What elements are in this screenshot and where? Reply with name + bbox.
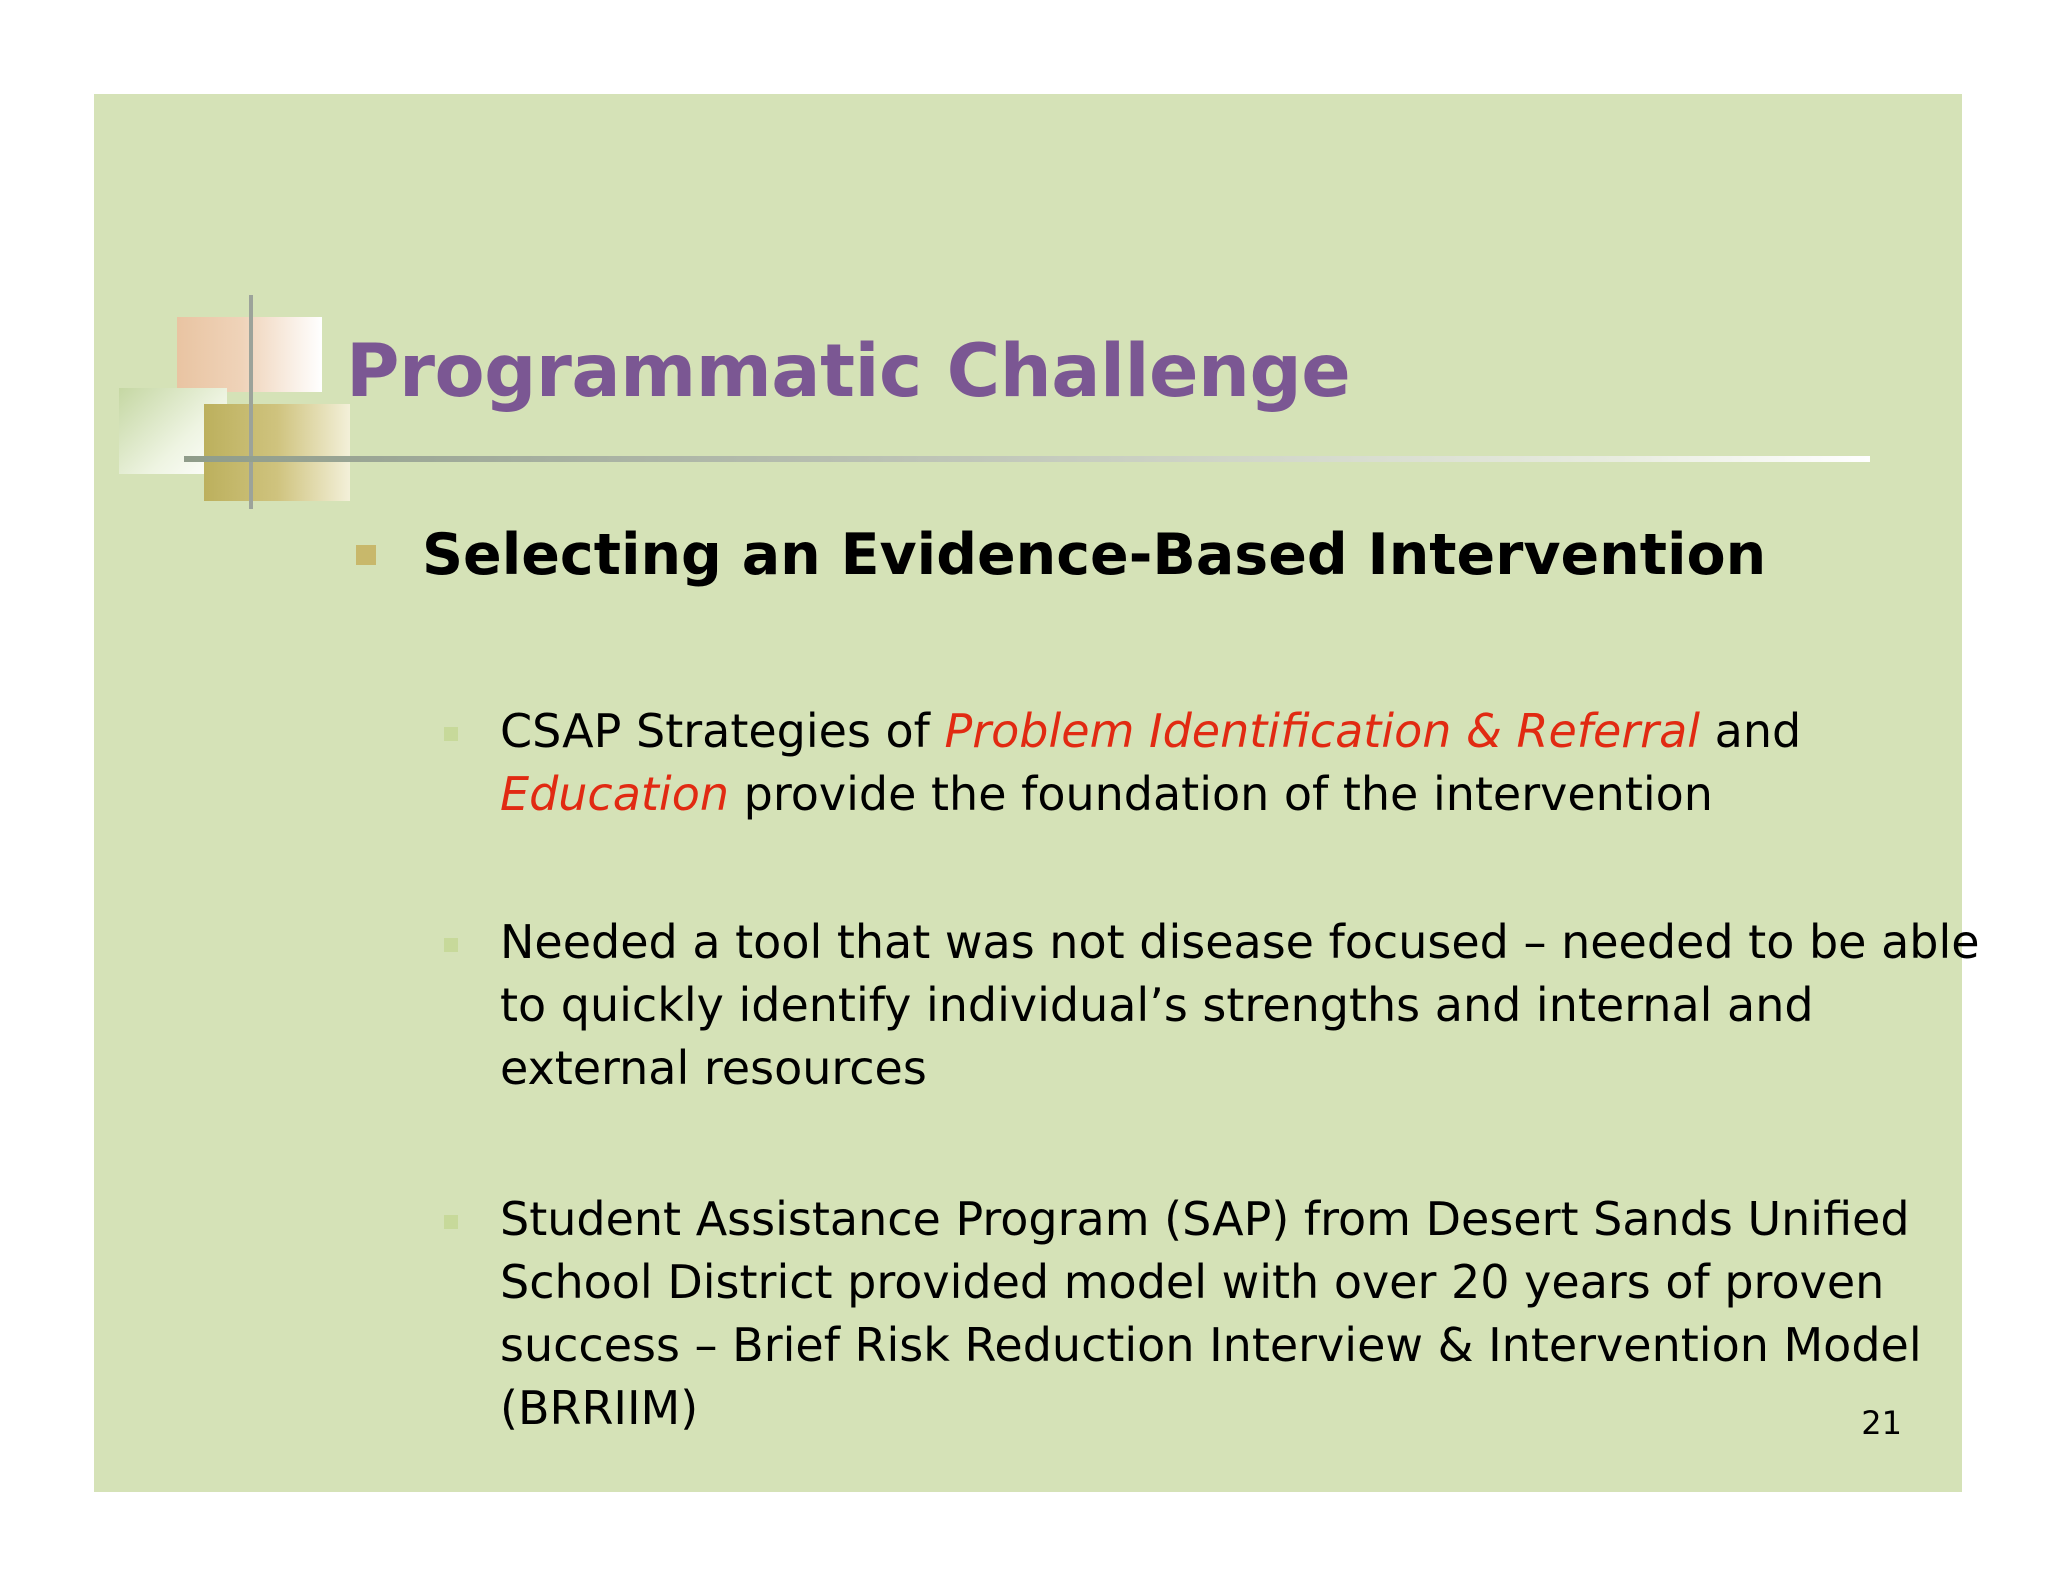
slide-title: Programmatic Challenge	[346, 329, 1351, 414]
sub-bullet-3-text: Student Assistance Program (SAP) from Desert Sands Unified School District provided model with over 20 years of proven success – Brief Risk Reduction Interview & Intervention Model (BRRIIM)	[500, 1192, 1922, 1435]
square-bullet-icon	[356, 545, 376, 565]
emphasis-text: Education	[500, 767, 730, 821]
square-bullet-icon	[444, 1215, 458, 1229]
emphasis-text: Problem Identification & Referral	[944, 704, 1701, 758]
sub-bullet-1	[444, 700, 2004, 826]
sub-bullet-2	[444, 911, 2004, 1100]
main-bullet-text: Selecting an Evidence-Based Intervention	[422, 522, 1767, 588]
slide	[94, 94, 1980, 1492]
square-bullet-icon	[444, 727, 458, 741]
page-number: 21	[1861, 1404, 1902, 1442]
decorative-vertical-line	[249, 295, 253, 509]
title-underline	[184, 456, 1870, 462]
sub-bullet-1-text: CSAP Strategies of Problem Identification & Referral and Education provide the foundation of the intervention	[500, 704, 1802, 821]
main-bullet	[356, 522, 1766, 588]
decorative-square-olive	[204, 404, 350, 501]
sub-bullet-3	[444, 1188, 2004, 1440]
sub-bullet-2-text: Needed a tool that was not disease focused – needed to be able to quickly identify individual’s strengths and internal and external resources	[500, 915, 1980, 1095]
square-bullet-icon	[444, 938, 458, 952]
